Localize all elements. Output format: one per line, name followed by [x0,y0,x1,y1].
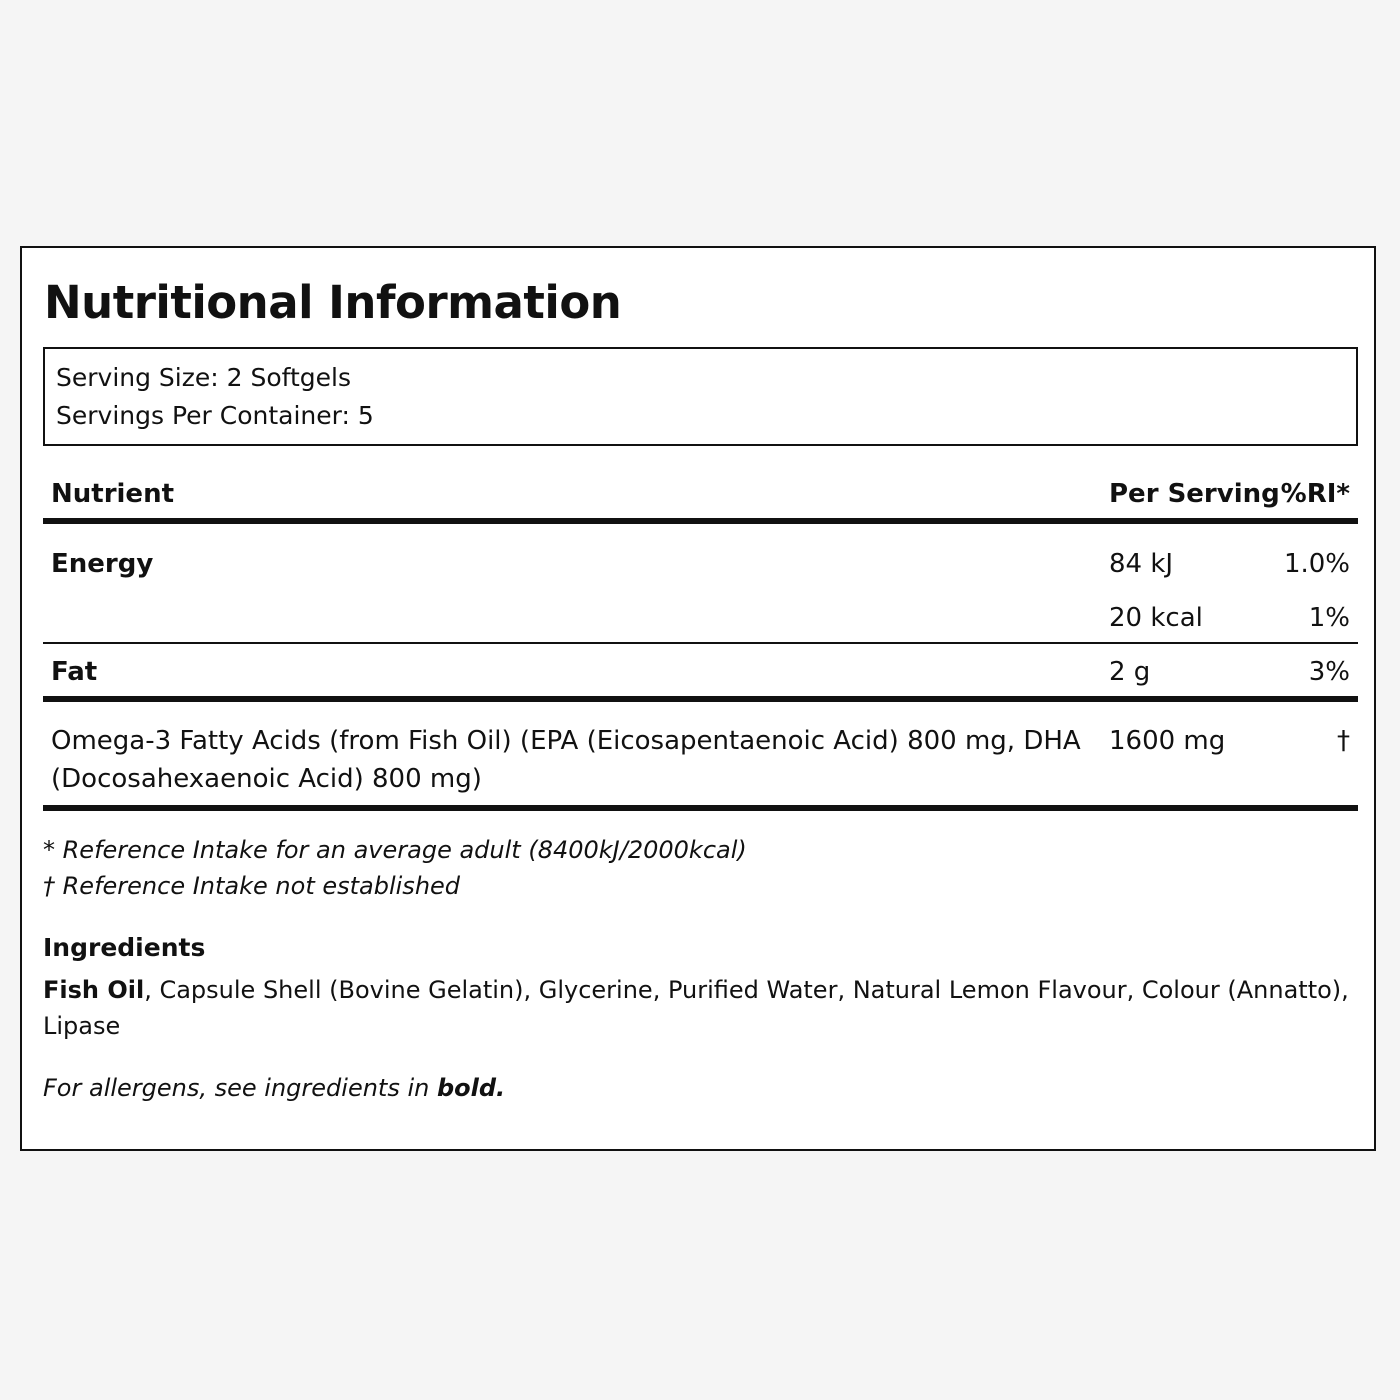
allergen-ingredient: Fish Oil [43,976,145,1004]
page-title: Nutritional Information [44,276,622,329]
serving-size: Serving Size: 2 Softgels [56,363,352,392]
energy-kcal-value: 20 kcal [1109,603,1203,633]
nutrient-name: Omega-3 Fatty Acids (from Fish Oil) (EPA (Eicosapentaenoic Acid) 800 mg, DHA (Docosahexaenoic Acid) 800 mg) [51,726,1081,794]
allergen-note [43,1070,505,1106]
energy-kj-ri: 1.0% [1283,549,1350,579]
nutrient-name: Energy [51,549,154,579]
table-row-energy [43,524,1358,644]
header-nutrient: Nutrient [51,479,175,509]
omega-ri: † [1337,726,1350,756]
servings-per-container: Servings Per Container: 5 [56,401,374,430]
header-ri: %RI* [1280,479,1350,509]
header-per-serving: Per Serving [1109,479,1280,509]
ingredients-rest: , Capsule Shell (Bovine Gelatin), Glycerine, Purified Water, Natural Lemon Flavour, Colour (Annatto), Lipase [43,976,1349,1040]
allergen-note-emphasis: bold. [436,1074,506,1102]
energy-kj-value: 84 kJ [1109,549,1174,579]
table-header-row [43,470,1358,524]
fat-value: 2 g [1109,657,1151,687]
nutrient-name: Fat [51,657,98,687]
footnotes [43,832,747,904]
table-row-fat [43,644,1358,702]
omega-value: 1600 mg [1109,726,1226,756]
fat-ri: 3% [1308,657,1350,687]
table-row-omega [43,702,1358,811]
energy-kcal-ri: 1% [1308,603,1350,633]
allergen-note-prefix: For allergens, see ingredients in [43,1074,437,1102]
dagger-footnote: † Reference Intake not established [43,872,461,900]
nutrition-table [43,470,1358,811]
ri-footnote: * Reference Intake for an average adult (8400kJ/2000kcal) [43,836,747,864]
ingredients-heading: Ingredients [43,933,206,962]
ingredients-list [43,972,1363,1044]
nutrition-panel [20,246,1376,1151]
serving-info-box [43,347,1358,446]
